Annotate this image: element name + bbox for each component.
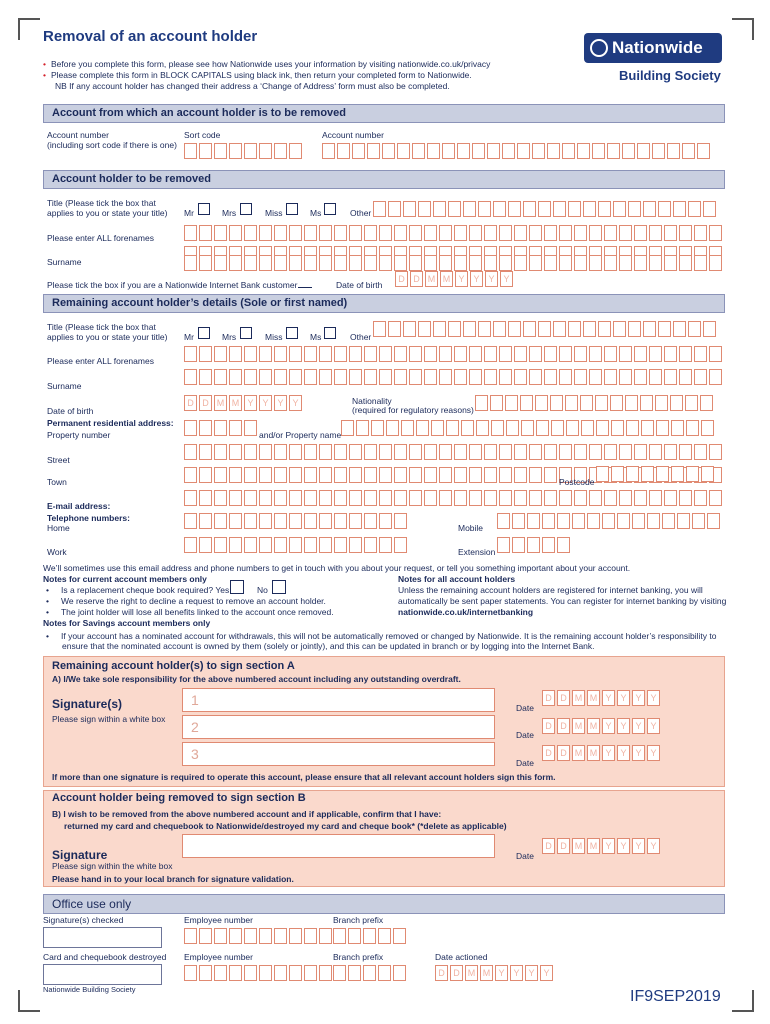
forenames-boxes-b1[interactable] [184, 346, 724, 362]
hand-in-note: Please hand in to your local branch for signature validation. [52, 874, 294, 884]
nationwide-logo [584, 33, 722, 63]
town-label: Town [47, 477, 67, 487]
cheque-no-label: No [257, 585, 268, 595]
section-a-heading: Remaining account holder(s) to sign section A [52, 660, 295, 672]
mobile-boxes[interactable] [497, 513, 722, 529]
miss-label-b: Miss [265, 332, 283, 342]
signature-box-2[interactable]: 2 [182, 715, 495, 739]
date-actioned-boxes[interactable]: D D M M Y Y Y Y [435, 965, 555, 981]
section-b-sign-hint: Please sign within the white box [52, 861, 173, 871]
telephone-label: Telephone numbers: [47, 513, 130, 523]
forenames-boxes-1[interactable] [184, 225, 724, 241]
property-name-label: and/or Property name [259, 430, 342, 440]
property-number-label: Property number [47, 430, 111, 440]
mrs-label: Mrs [222, 208, 237, 218]
home-phone-label: Home [47, 523, 70, 533]
other-label: Other [350, 208, 372, 218]
crop-mark-bottom-left [18, 990, 40, 1012]
other-title-boxes-b[interactable] [373, 321, 718, 337]
date-label-a3: Date [516, 758, 534, 768]
employee-number-boxes-2[interactable] [184, 965, 334, 981]
intro-line-3: NB If any account holder has changed their address a ‘Change of Address’ form must also be completed. [55, 81, 450, 91]
mobile-label: Mobile [458, 523, 484, 533]
date-label-a2: Date [516, 730, 534, 740]
internet-bank-tick-line[interactable] [298, 287, 312, 288]
savings-note-2: ensure that the nominated account is owned by them (solely or jointly), and this can be updated in branch or by logging into the Internet Bank. [62, 641, 595, 651]
branch-prefix-label: Branch prefix [333, 915, 384, 925]
forenames-boxes-b2[interactable] [184, 369, 724, 385]
mr-label: Mr [184, 208, 194, 218]
email-label: E-mail address: [47, 501, 111, 511]
intro-line-2: • Please complete this form in BLOCK CAPITALS using black ink, then return your completed form to Nationwide. [43, 70, 472, 81]
date-boxes-a1[interactable]: D D M M Y Y Y Y [542, 690, 662, 706]
sort-code-label: Sort code [184, 130, 221, 140]
savings-note-1: • If your account has a nominated account for withdrawals, this will not be automatically removed or changed by Nationwide. It is the remaining account holder’s responsibility to [43, 631, 716, 642]
signature-box-b[interactable] [182, 834, 495, 858]
form-code: IF9SEP2019 [630, 988, 721, 1005]
property-name-boxes[interactable] [341, 420, 716, 436]
date-actioned-label: Date actioned [435, 952, 488, 962]
work-phone-boxes[interactable] [184, 537, 409, 553]
branch-prefix-boxes-1[interactable] [333, 928, 408, 944]
current-notes-heading: Notes for current account members only [43, 574, 207, 584]
surname-label-b: Surname [47, 381, 82, 391]
logo-subtitle: Building Society [619, 68, 721, 83]
current-note-2: • We reserve the right to decline a request to remove an account holder. [43, 596, 326, 607]
section-b-line-1: B) I wish to be removed from the above numbered account and if applicable, confirm that I have: [52, 809, 442, 819]
crop-mark-bottom-right [732, 990, 754, 1012]
cheque-no-checkbox[interactable] [272, 580, 286, 594]
ms-checkbox-b[interactable] [324, 327, 336, 339]
nationality-label-2: (required for regulatory reasons) [352, 405, 474, 415]
nationality-boxes[interactable] [475, 395, 715, 411]
forenames-label-b: Please enter ALL forenames [47, 356, 154, 366]
logo-name: Nationwide [612, 38, 703, 57]
section-b-line-2: returned my card and chequebook to Nationwide/destroyed my card and cheque book* (*delete as applicable) [64, 821, 507, 831]
dob-boxes[interactable]: D D M M Y Y Y Y [395, 271, 515, 287]
miss-label: Miss [265, 208, 283, 218]
home-phone-boxes[interactable] [184, 513, 409, 529]
date-boxes-a3[interactable]: D D M M Y Y Y Y [542, 745, 662, 761]
office-use-band: Office use only [43, 894, 725, 914]
ms-label-b: Ms [310, 332, 322, 342]
section-remove-band: Account holder to be removed [43, 170, 725, 189]
date-boxes-a2[interactable]: D D M M Y Y Y Y [542, 718, 662, 734]
page-title: Removal of an account holder [43, 28, 258, 45]
cheque-yes-checkbox[interactable] [230, 580, 244, 594]
surname-label: Surname [47, 257, 82, 267]
property-number-boxes[interactable] [184, 420, 259, 436]
employee-number-boxes-1[interactable] [184, 928, 334, 944]
extension-label: Extension [458, 547, 496, 557]
surname-boxes[interactable] [184, 255, 724, 271]
card-destroyed-box[interactable] [43, 964, 162, 985]
sig-checked-box[interactable] [43, 927, 162, 948]
section-b-signature-label: Signature [52, 848, 108, 862]
postcode-label: Postcode [559, 477, 595, 487]
forenames-label: Please enter ALL forenames [47, 233, 154, 243]
town-boxes[interactable] [184, 490, 724, 506]
section-a-subheading: A) I/We take sole responsibility for the above numbered account including any outstanding overdraft. [52, 674, 461, 684]
section-a-sign-hint: Please sign within a white box [52, 714, 166, 724]
internet-banking-link[interactable]: nationwide.co.uk/internetbanking [398, 607, 534, 617]
mrs-label-b: Mrs [222, 332, 237, 342]
title-label-1b: Title (Please tick the box that [47, 322, 156, 332]
house-icon [590, 39, 608, 57]
title-label-1: Title (Please tick the box that [47, 198, 156, 208]
mr-label-b: Mr [184, 332, 194, 342]
all-note-2: automatically be sent paper statements. You can register for internet banking by visiting [398, 596, 727, 606]
date-boxes-b[interactable]: D D M M Y Y Y Y [542, 838, 662, 854]
mrs-checkbox-b[interactable] [240, 327, 252, 339]
street-boxes-1[interactable] [184, 444, 724, 460]
mrs-checkbox[interactable] [240, 203, 252, 215]
title-label-2: applies to you or state your title) [47, 208, 168, 218]
acc-label-2: (including sort code if there is one) [47, 140, 177, 150]
street-label: Street [47, 455, 70, 465]
branch-prefix-label-2: Branch prefix [333, 952, 384, 962]
ms-label: Ms [310, 208, 322, 218]
card-destroyed-label: Card and chequebook destroyed [43, 952, 167, 962]
acc-label-1: Account number [47, 130, 109, 140]
ms-checkbox[interactable] [324, 203, 336, 215]
savings-notes-heading: Notes for Savings account members only [43, 618, 211, 628]
dob-label: Date of birth [336, 280, 383, 290]
all-note-1: Unless the remaining account holders are registered for internet banking, you will [398, 585, 703, 595]
section-account-band: Account from which an account holder is to be removed [43, 104, 725, 123]
section-a-signature-label: Signature(s) [52, 697, 123, 711]
sort-code-boxes[interactable] [184, 143, 304, 159]
dob-label-b: Date of birth [47, 406, 94, 416]
miss-checkbox-b[interactable] [286, 327, 298, 339]
date-label-a1: Date [516, 703, 534, 713]
employee-number-label: Employee number [184, 915, 253, 925]
contact-note: We’ll sometimes use this email address and phone numbers to get in touch with you about your request, or tell you something important about your account. [43, 563, 631, 573]
account-number-label: Account number [322, 130, 384, 140]
section-remaining-band: Remaining account holder’s details (Sole or first named) [43, 294, 725, 313]
miss-checkbox[interactable] [286, 203, 298, 215]
sig-checked-label: Signature(s) checked [43, 915, 124, 925]
all-notes-heading: Notes for all account holders [398, 574, 516, 584]
current-note-1: • Is a replacement cheque book required? Yes [43, 585, 229, 596]
mr-checkbox[interactable] [198, 203, 210, 215]
work-phone-label: Work [47, 547, 67, 557]
mr-checkbox-b[interactable] [198, 327, 210, 339]
section-a-footer: If more than one signature is required to operate this account, please ensure that all relevant account holders sign this form. [52, 772, 556, 782]
internet-bank-label: Please tick the box if you are a Nationwide Internet Bank customer [47, 280, 298, 290]
account-number-boxes[interactable] [322, 143, 712, 159]
postcode-boxes[interactable] [596, 466, 716, 482]
signature-box-3[interactable]: 3 [182, 742, 495, 766]
date-label-b: Date [516, 851, 534, 861]
other-title-boxes[interactable] [373, 201, 718, 217]
crop-mark-top-right [732, 18, 754, 40]
nationality-label-1: Nationality [352, 396, 392, 406]
extension-boxes[interactable] [497, 537, 572, 553]
other-label-b: Other [350, 332, 372, 342]
employee-number-label-2: Employee number [184, 952, 253, 962]
permanent-address-label: Permanent residential address: [47, 418, 174, 428]
branch-prefix-boxes-2[interactable] [333, 965, 408, 981]
intro-line-1: • Before you complete this form, please see how Nationwide uses your information by visiting nationwide.co.uk/privacy [43, 59, 490, 70]
footer-society: Nationwide Building Society [43, 985, 136, 994]
crop-mark-top-left [18, 18, 40, 40]
signature-box-1[interactable]: 1 [182, 688, 495, 712]
title-label-2b: applies to you or state your title) [47, 332, 168, 342]
current-note-3: • The joint holder will lose all benefits linked to the account once removed. [43, 607, 334, 618]
section-b-heading: Account holder being removed to sign section B [52, 792, 306, 804]
dob-boxes-b[interactable]: D D M M Y Y Y Y [184, 395, 304, 411]
